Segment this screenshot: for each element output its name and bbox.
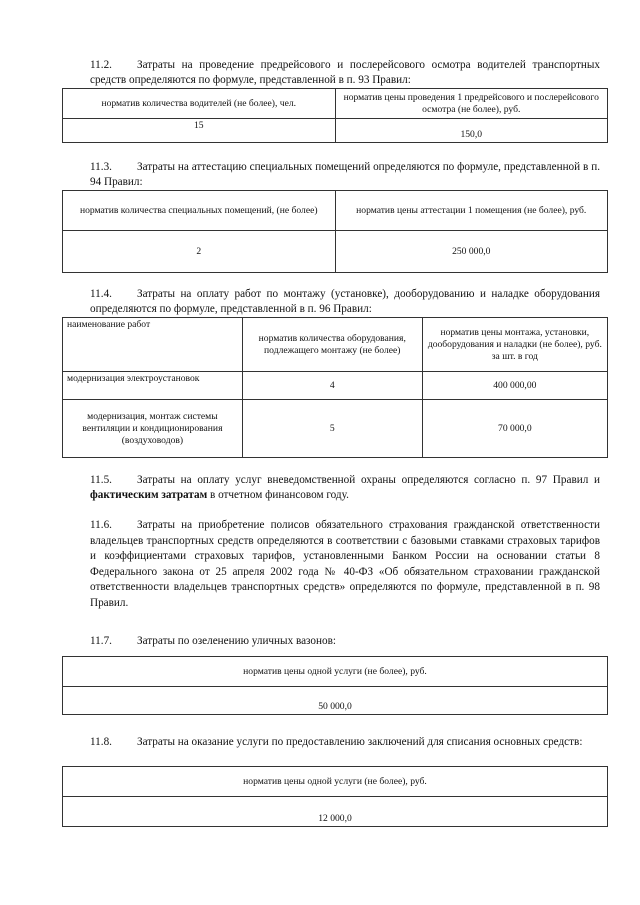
table-row (63, 400, 608, 458)
header-inspection-price: норматив цены проведения 1 предрейсового и послерейсового осмотра (не более), руб. (335, 89, 608, 119)
header-install-price: норматив цены монтажа, установки, дооборудования и наладки (не более), руб. за шт. в год (422, 318, 607, 372)
section-11-2 (90, 58, 600, 88)
table-row (63, 372, 608, 400)
section-text: Затраты на проведение предрейсового и послерейсового осмотра водителей транспортных средств определяются по формуле, представленной в п. 93 Правил: (90, 59, 600, 86)
section-text: Затраты на оказание услуги по предоставлению заключений для списания основных средств: (137, 736, 583, 748)
row-qty: 4 (242, 372, 422, 400)
section-text-b: в отчетном финансовом году. (207, 489, 349, 501)
section-text: Затраты по озеленению уличных вазонов: (137, 635, 336, 647)
value-rooms-count: 2 (63, 231, 336, 273)
section-number: 11.7. (90, 635, 112, 647)
header-drivers-count: норматив количества водителей (не более), чел. (63, 89, 336, 119)
section-number: 11.5. (90, 474, 112, 486)
row-work-name: модернизация, монтаж системы вентиляции и кондиционирования (воздуховодов) (63, 400, 243, 458)
value-drivers-count: 15 (63, 119, 336, 143)
table-11-8 (62, 766, 608, 827)
section-11-5 (90, 473, 600, 503)
value-inspection-price: 150,0 (335, 119, 608, 143)
section-number: 11.3. (90, 161, 112, 173)
section-text: Затраты на оплату работ по монтажу (установке), дооборудованию и наладке оборудования определяются по формуле, представленной в п. 96 Правил: (90, 288, 600, 315)
section-11-3 (90, 160, 600, 190)
section-11-8 (90, 735, 600, 750)
table-11-3 (62, 190, 608, 273)
section-number: 11.4. (90, 288, 112, 300)
header-equipment-qty: норматив количества оборудования, подлежащего монтажу (не более) (242, 318, 422, 372)
section-number: 11.6. (90, 519, 112, 531)
value-service-price: 50 000,0 (63, 687, 608, 715)
section-11-6 (90, 518, 600, 612)
table-11-2 (62, 88, 608, 143)
row-price: 70 000,0 (422, 400, 607, 458)
value-service-price: 12 000,0 (63, 797, 608, 827)
section-11-4 (90, 287, 600, 317)
section-text: Затраты на приобретение полисов обязательного страхования гражданской ответственности владельцев транспортных средств определяются в соответствии с базовыми ставками страховых тарифов и коэффициентами страховых тарифов, установленными Банком России на основании статьи 8 Федерального закона от 25 апреля 2002 года № 40-ФЗ «Об обязательном страховании гражданской ответственности владельцев транспортных средств» определяются по формуле, представленной в п. 98 Правил. (90, 519, 600, 609)
section-text-bold: фактическим затратам (90, 489, 208, 501)
header-attestation-price: норматив цены аттестации 1 помещения (не более), руб. (335, 191, 608, 231)
value-attestation-price: 250 000,0 (335, 231, 608, 273)
table-11-7 (62, 656, 608, 715)
header-service-price: норматив цены одной услуги (не более), руб. (63, 657, 608, 687)
section-number: 11.8. (90, 736, 112, 748)
row-price: 400 000,00 (422, 372, 607, 400)
section-text: Затраты на аттестацию специальных помещений определяются по формуле, представленной в п. 94 Правил: (90, 161, 600, 188)
section-11-7 (90, 634, 600, 649)
row-qty: 5 (242, 400, 422, 458)
header-work-name: наименование работ (63, 318, 243, 372)
section-text-a: Затраты на оплату услуг вневедомственной охраны определяются согласно п. 97 Правил и (137, 474, 600, 486)
section-number: 11.2. (90, 59, 112, 71)
table-11-4 (62, 317, 608, 458)
header-service-price: норматив цены одной услуги (не более), руб. (63, 767, 608, 797)
row-work-name: модернизация электроустановок (63, 372, 243, 400)
header-rooms-count: норматив количества специальных помещений, (не более) (63, 191, 336, 231)
